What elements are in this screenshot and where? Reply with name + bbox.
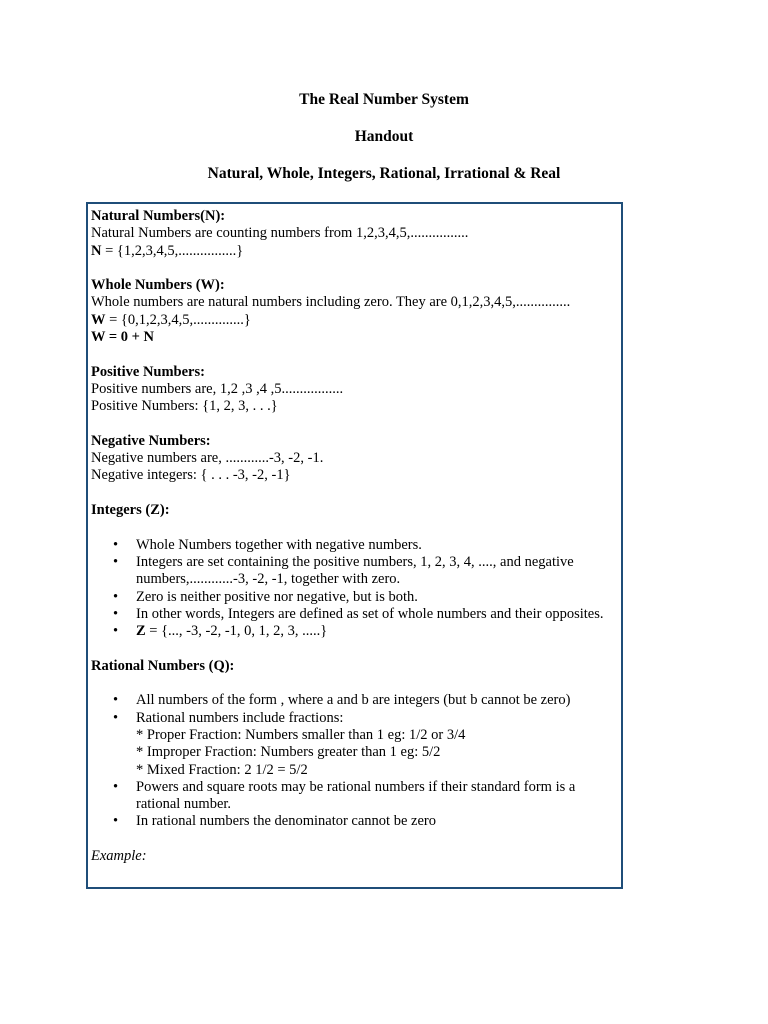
integers-set-value: = {..., -3, -2, -1, 0, 1, 2, 3, .....}: [145, 623, 328, 640]
integers-heading: Integers (Z):: [91, 502, 170, 519]
rational-list: [91, 692, 617, 830]
bullet-icon: •: [113, 588, 119, 605]
whole-set-value: = {0,1,2,3,4,5,..............}: [105, 311, 251, 328]
mixed-fraction-line: * Mixed Fraction: 2 1/2 = 5/2: [136, 761, 308, 778]
bullet-icon: •: [113, 623, 119, 640]
improper-fraction-line: * Improper Fraction: Numbers greater than 1 eg: 5/2: [136, 744, 441, 761]
list-item: [91, 813, 617, 830]
rational-item-text: Powers and square roots may be rational numbers if their standard form is a rational number.: [136, 778, 576, 813]
topics-heading: Natural, Whole, Integers, Rational, Irrational & Real: [207, 165, 561, 182]
integers-item-text: Integers are set containing the positive numbers, 1, 2, 3, 4, ...., and negative numbers,............-3, -2, -1, together with zero.: [136, 553, 574, 588]
whole-description: Whole numbers are natural numbers including zero. They are 0,1,2,3,4,5,...............: [91, 294, 571, 311]
list-item: [91, 606, 617, 623]
list-item: [91, 589, 617, 606]
natural-heading: Natural Numbers(N):: [91, 208, 226, 224]
bullet-icon: •: [113, 605, 119, 622]
natural-set-value: = {1,2,3,4,5,................}: [101, 242, 244, 259]
bullet-icon: •: [113, 709, 119, 726]
rational-item-text: All numbers of the form , where a and b are integers (but b cannot be zero): [136, 692, 571, 709]
proper-fraction-line: * Proper Fraction: Numbers smaller than 1 eg: 1/2 or 3/4: [136, 726, 466, 743]
example-label: Example:: [91, 847, 147, 864]
negative-heading: Negative Numbers:: [91, 432, 211, 449]
list-item: [91, 710, 617, 779]
bullet-icon: •: [113, 692, 119, 709]
natural-description: Natural Numbers are counting numbers from 1,2,3,4,5,................: [91, 225, 469, 242]
bullet-icon: •: [113, 813, 119, 830]
rational-item-text: In rational numbers the denominator cannot be zero: [136, 813, 436, 830]
natural-set: [91, 243, 617, 260]
rational-item-text: Rational numbers include fractions:: [136, 709, 344, 726]
integers-list: [91, 537, 617, 641]
bullet-icon: •: [113, 536, 119, 553]
content-body: [91, 208, 617, 865]
bullet-icon: •: [113, 778, 119, 795]
list-item: [91, 623, 617, 640]
page-subtitle: Handout: [354, 128, 414, 145]
whole-set-label: W: [91, 311, 106, 328]
page-title: The Real Number System: [299, 91, 469, 108]
negative-set: Negative integers: { . . . -3, -2, -1}: [91, 467, 291, 484]
natural-set-label: N: [91, 242, 102, 259]
integers-item-text: In other words, Integers are defined as set of whole numbers and their opposites.: [136, 605, 604, 622]
whole-heading: Whole Numbers (W):: [91, 277, 225, 294]
positive-heading: Positive Numbers:: [91, 363, 205, 380]
list-item: [91, 537, 617, 554]
list-item: [91, 692, 617, 709]
whole-set: [91, 312, 617, 329]
list-item: [91, 779, 617, 814]
list-item: [91, 554, 617, 589]
rational-heading: Rational Numbers (Q):: [91, 657, 235, 674]
positive-description: Positive numbers are, 1,2 ,3 ,4 ,5.................: [91, 380, 344, 397]
whole-formula: W = 0 + N: [91, 329, 154, 346]
integers-set-label: Z: [136, 623, 146, 640]
positive-set: Positive Numbers: {1, 2, 3, . . .}: [91, 398, 278, 415]
integers-item-text: Whole Numbers together with negative numbers.: [136, 536, 422, 553]
negative-description: Negative numbers are, ............-3, -2, -1.: [91, 450, 324, 467]
bullet-icon: •: [113, 553, 119, 570]
integers-item-text: Zero is neither positive nor negative, but is both.: [136, 588, 418, 605]
content-box: [86, 202, 623, 889]
